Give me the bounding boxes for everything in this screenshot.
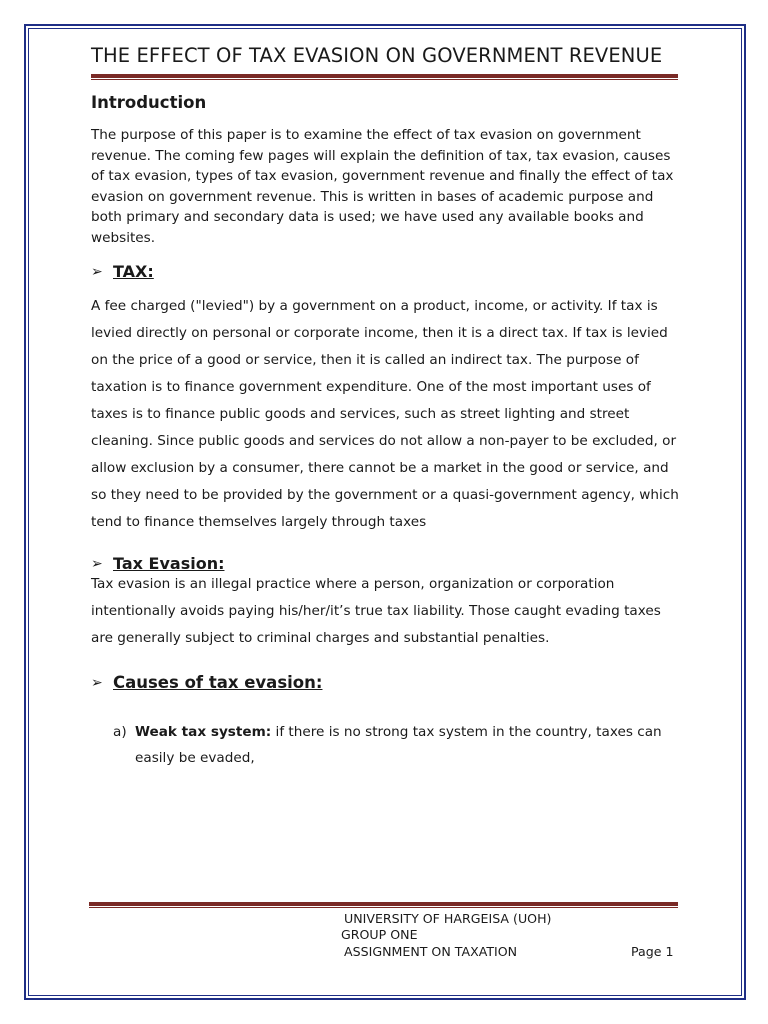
tax-heading-label: TAX: xyxy=(113,262,154,281)
introduction-heading: Introduction xyxy=(91,93,207,112)
tax-evasion-paragraph: Tax evasion is an illegal practice where a person, organization or corporation intentionally avoids paying his/her/it’s true tax liability. Those caught evading taxes are generally subject to criminal charges and substantial penalties. xyxy=(91,576,661,646)
arrow-bullet-icon: ➢ xyxy=(91,674,103,691)
footer-group: GROUP ONE xyxy=(341,927,418,942)
footer-assignment: ASSIGNMENT ON TAXATION xyxy=(344,944,518,959)
tax-section-heading xyxy=(91,262,686,281)
arrow-bullet-icon: ➢ xyxy=(91,263,103,280)
arrow-bullet-icon: ➢ xyxy=(91,555,103,572)
footer-divider xyxy=(89,902,678,906)
document-title: THE EFFECT OF TAX EVASION ON GOVERNMENT REVENUE xyxy=(91,44,663,67)
page-number: Page 1 xyxy=(631,944,674,959)
list-item-text xyxy=(135,719,686,771)
tax-paragraph: A fee charged ("levied") by a government on a product, income, or activity. If tax is levied directly on personal or corporate income, then it is a direct tax. If tax is levied on the price of a good or service, then it is called an indirect tax. The purpose of taxation is to finance government expenditure. One of the most important uses of taxes is to finance public goods and services, such as street lighting and street cleaning. Since public goods and services do not allow a non-payer to be excluded, or allow exclusion by a consumer, there cannot be a market in the good or service, and so they need to be provided by the government or a quasi-government agency, which tend to finance themselves largely through taxes xyxy=(91,298,679,530)
list-item-description: if there is no strong tax system in the country, taxes can easily be evaded, xyxy=(135,724,662,766)
causes-heading-label: Causes of tax evasion: xyxy=(113,673,323,692)
tax-evasion-heading-label: Tax Evasion: xyxy=(113,554,225,573)
document-body xyxy=(91,93,686,771)
introduction-paragraph: The purpose of this paper is to examine the effect of tax evasion on government revenue. The coming few pages will explain the definition of tax, tax evasion, causes of tax evasion, types of tax evasion, government revenue and finally the effect of tax evasion on government revenue. This is written in bases of academic purpose and both primary and secondary data is used; we have used any available books and websites. xyxy=(91,127,674,246)
list-item-marker: a) xyxy=(113,724,127,740)
causes-list xyxy=(91,719,686,771)
list-item-bold-term: Weak tax system: xyxy=(135,724,272,740)
footer-university: UNIVERSITY OF HARGEISA (UOH) xyxy=(344,911,552,926)
list-item xyxy=(91,719,686,771)
title-divider xyxy=(91,74,678,78)
causes-section-heading xyxy=(91,673,686,692)
